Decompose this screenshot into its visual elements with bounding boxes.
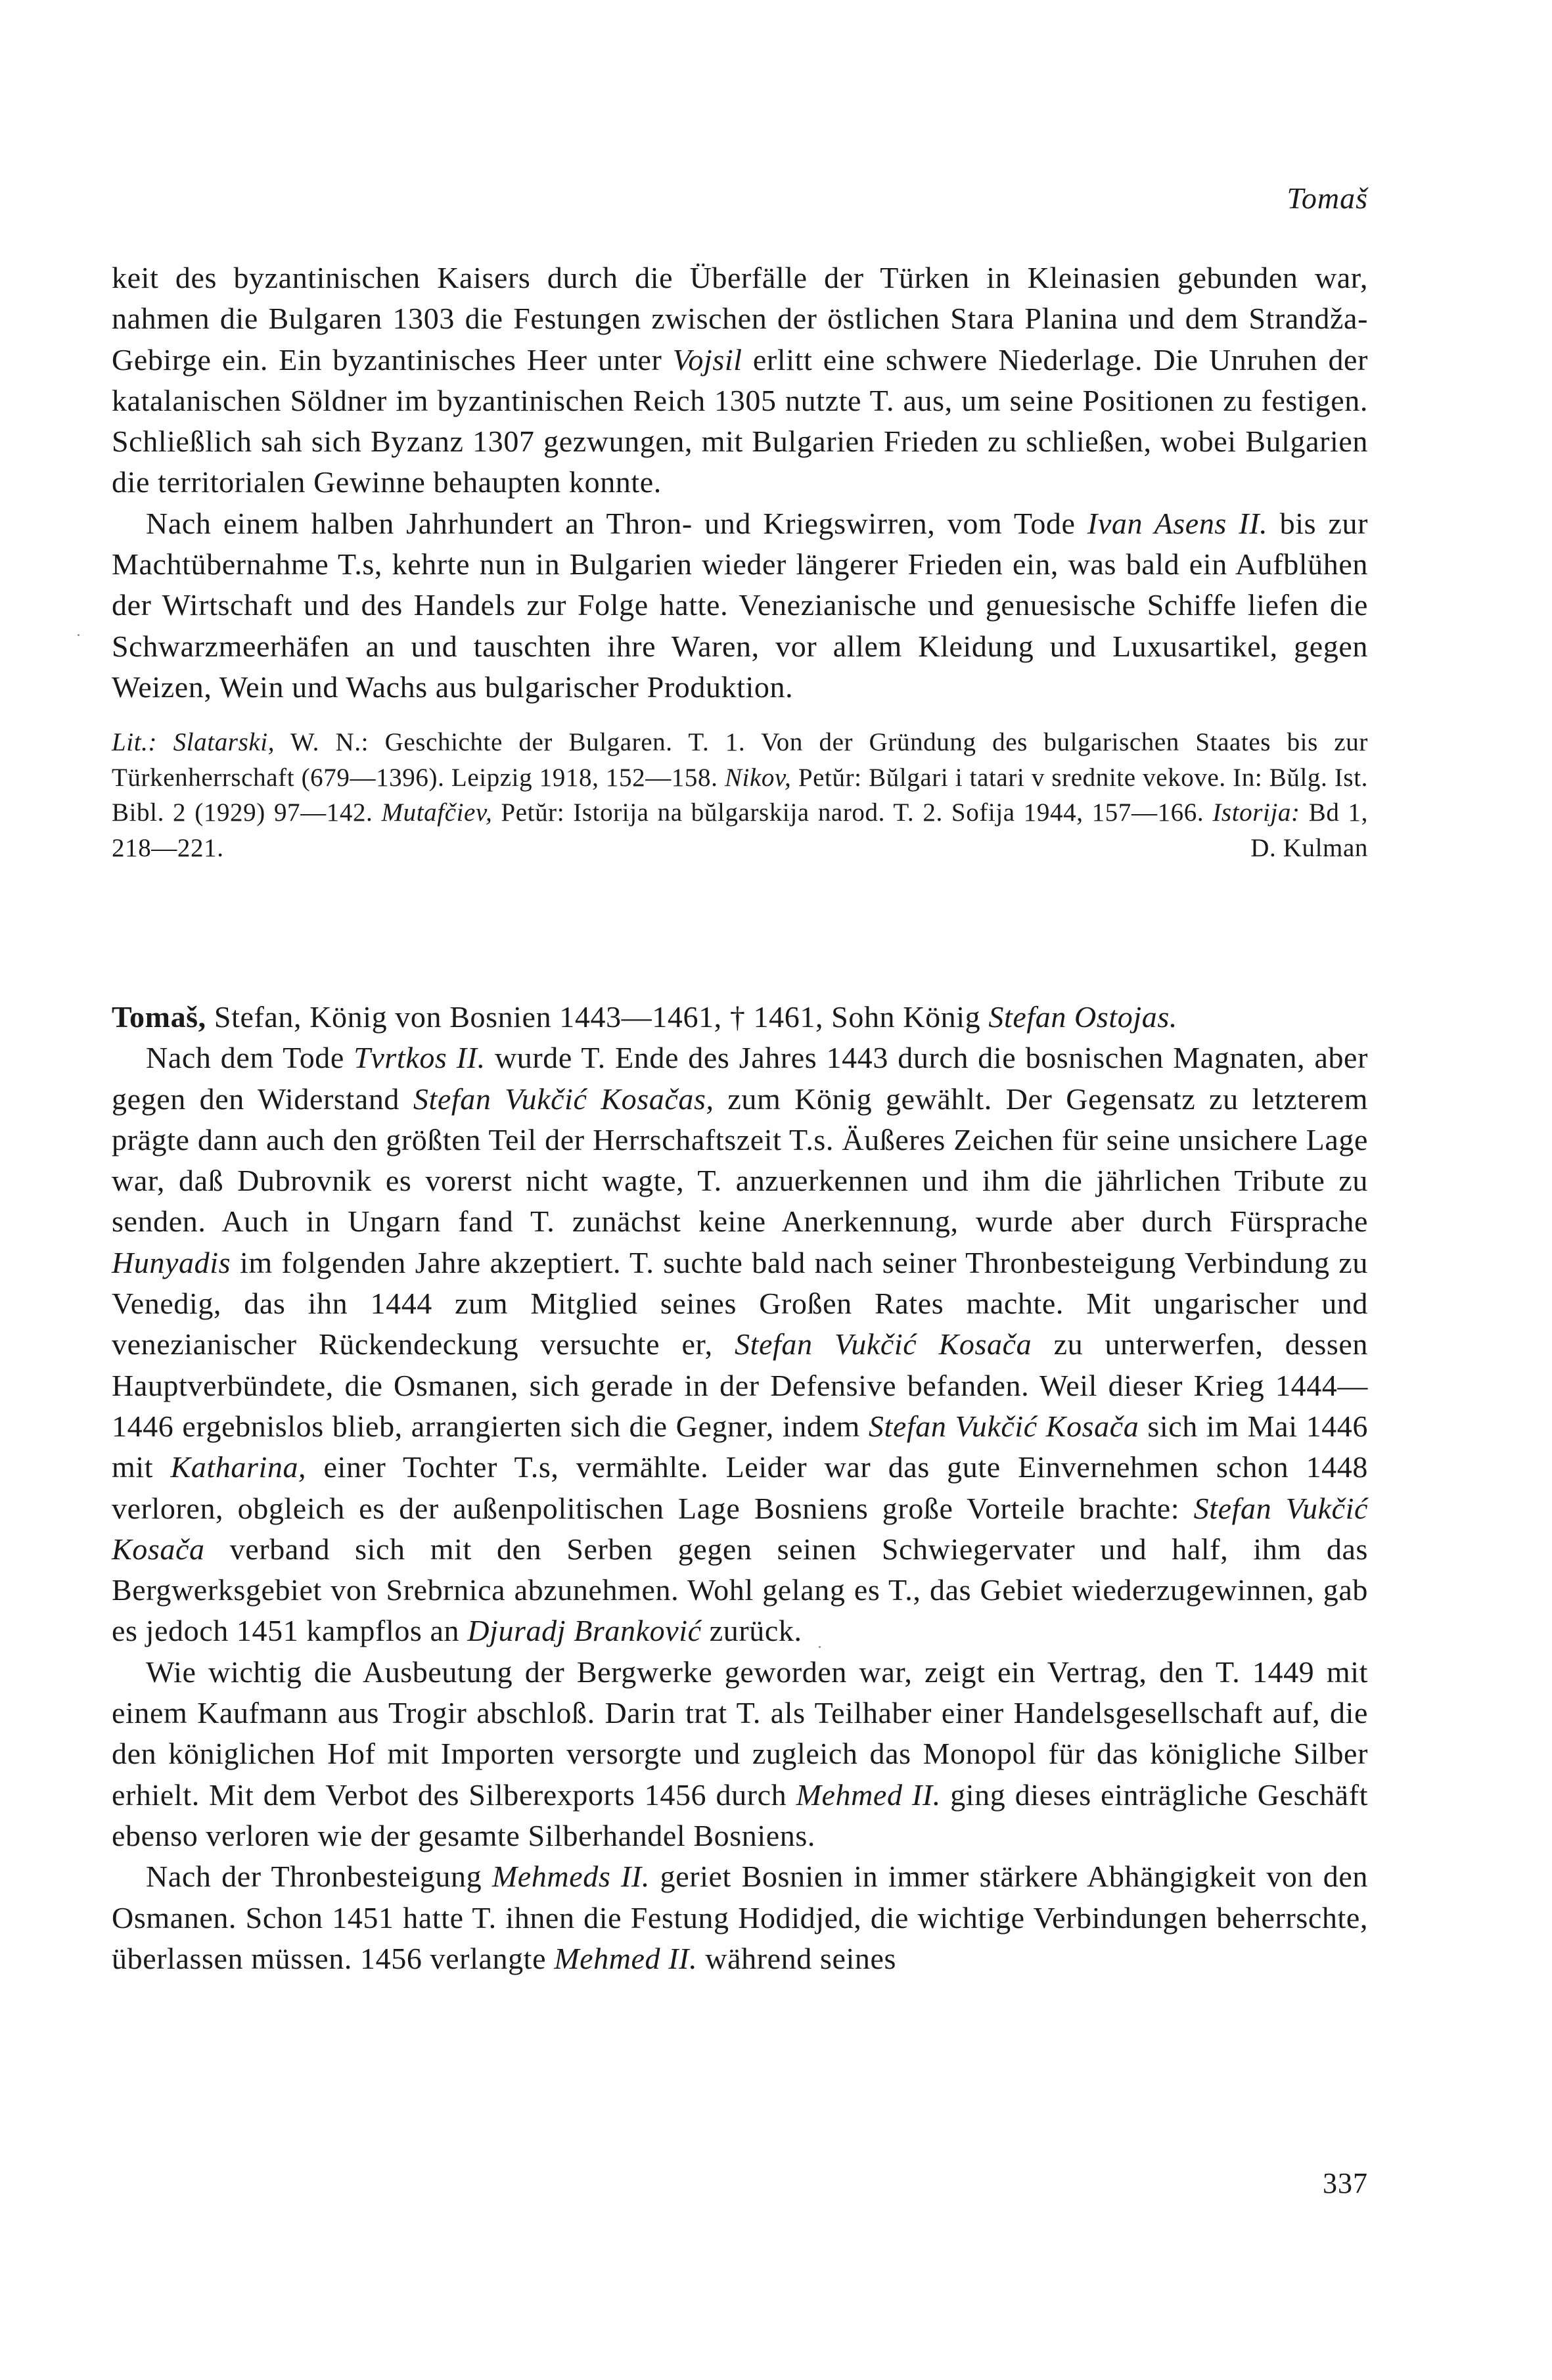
paragraph: [112, 1652, 1368, 1856]
entry-tomas-stefan: [112, 997, 1368, 1979]
paragraph: [112, 1856, 1368, 1979]
italic-reference: Stefan Vukčić Kosačas,: [413, 1082, 714, 1116]
text-run: geriet Bosnien in immer stärkere Abhängigkeit von den Osmanen. Schon 1451 hatte T. ihnen die Festung Hodidjed, die wichtige Verbindungen beherrschte, überlassen müssen. 1456 verlangte: [112, 1860, 1369, 1975]
text-run: sich im Mai 1446 mit: [112, 1409, 1368, 1484]
paragraph: [112, 258, 1368, 503]
text-run: erlitt eine schwere Niederlage. Die Unruhen der katalanischen Söldner im byzantinischen Reich 1305 nutzte T. aus, um seine Positionen zu festigen. Schließlich sah sich Byzanz 1307 gezwungen, mit Bulgarien Frieden zu schließen, wobei Bulgarien die territorialen Gewinne behaupten konnte.: [112, 342, 1368, 499]
italic-reference: Mehmed II.: [554, 1941, 698, 1975]
text-run: Petŭr: Bŭlgari i tatari v srednite vekove. In: Bŭlg. Ist. Bibl. 2 (1929) 97—142.: [112, 763, 1368, 827]
text-run: Nach der Thronbesteigung: [146, 1860, 492, 1894]
paragraph: [112, 1038, 1368, 1651]
italic-reference: Istorija:: [1212, 798, 1300, 827]
text-run: wurde T. Ende des Jahres 1443 durch die bosnischen Magnaten, aber gegen den Widerstand: [112, 1041, 1368, 1116]
text-run: während seines: [697, 1941, 896, 1975]
italic-reference: Stefan Ostojas.: [988, 1000, 1177, 1034]
text-run: ging dieses einträgliche Geschäft ebenso verloren wie der gesamte Silberhandel Bosniens.: [112, 1777, 1368, 1852]
margin-speck: [819, 1646, 821, 1648]
running-head: Tomaš: [1287, 181, 1368, 215]
text-run: Wie wichtig die Ausbeutung der Bergwerke geworden war, zeigt ein Vertrag, den T. 1449 mit einem Kaufmann aus Trogir abschloß. Darin trat T. als Teilhaber einer Handelsgesellschaft auf, die den königlichen Hof mit Importen versorgte und zugleich das Monopol für das königliche Silber erhielt. Mit dem Verbot des Silberexports 1456 durch: [112, 1655, 1368, 1812]
text-run: zum König gewählt. Der Gegensatz zu letzterem prägte dann auch den größten Teil der Herrschaftszeit T.s. Äußeres Zeichen für seine unsichere Lage war, daß Dubrovnik es vorerst nicht wagte, T. anzuerkennen und ihm die jährlichen Tribute zu senden. Auch in Ungarn fand T. zunächst keine Anerkennung, wurde aber durch Fürsprache: [112, 1082, 1368, 1239]
text-run: W. N.: Geschichte der Bulgaren. T. 1. Von der Gründung des bulgarischen Staates bis zur Türkenherrschaft (679—1396). Leipzig 1918, 152—158.: [112, 728, 1368, 792]
literature-block: [112, 725, 1368, 865]
text-run: Stefan, König von Bosnien 1443—1461, † 1461, Sohn König: [206, 1000, 989, 1034]
text-run: zurück.: [701, 1614, 802, 1648]
entry-continuation: [112, 258, 1368, 865]
page-number: 337: [1323, 2167, 1368, 2199]
text-run: [157, 728, 173, 756]
italic-reference: Vojsil: [672, 342, 742, 377]
margin-speck: [78, 634, 80, 636]
article-author: D. Kulman: [1250, 833, 1368, 862]
text-run: Nach dem Tode: [146, 1041, 354, 1075]
italic-reference: Slatarski,: [173, 728, 275, 757]
text-run: Nach einem halben Jahrhundert an Thron- und Kriegswirren, vom Tode: [146, 506, 1087, 540]
entry-opening: [112, 997, 1368, 1038]
entry-intro: [206, 1000, 1177, 1034]
text-run: verband sich mit den Serben gegen seinen Schwiegervater und half, ihm das Bergwerksgebiet von Srebrnica abzunehmen. Wohl gelang es T., das Gebiet wiederzugewinnen, gab es jedoch 1451 kampflos an: [112, 1532, 1368, 1648]
text-run: zu unterwerfen, dessen Hauptverbündete, die Osmanen, sich gerade in der Defensive befanden. Weil dieser Krieg 1444—1446 ergebnislos blieb, arrangierten sich die Gegner, indem: [112, 1327, 1369, 1443]
text-run: im folgenden Jahre akzeptiert. T. suchte bald nach seiner Thronbesteigung Verbindung zu Venedig, das ihn 1444 zum Mitglied seines Großen Rates machte. Mit ungarischer und venezianischer Rückendeckung versuchte er,: [112, 1245, 1368, 1362]
italic-reference: Mehmeds II.: [491, 1860, 650, 1894]
italic-reference: Hunyadis: [112, 1245, 231, 1279]
italic-reference: Mutafčiev,: [381, 798, 493, 827]
literature-text: [112, 728, 1368, 862]
italic-reference: Stefan Vukčić Kosača: [735, 1327, 1032, 1362]
text-run: Petŭr: Istorija na bŭlgarskija narod. T. 2. Sofija 1944, 157—166.: [492, 798, 1213, 827]
italic-reference: Mehmed II.: [796, 1777, 941, 1812]
text-run: Bd 1, 218—221.: [112, 798, 1368, 862]
text-run: bis zur Machtübernahme T.s, kehrte nun in Bulgarien wieder längerer Frieden ein, was bald ein Aufblühen der Wirtschaft und des Handels zur Folge hatte. Venezianische und genuesische Schiffe liefen die Schwarzmeerhäfen an und tauschten ihre Waren, vor allem Kleidung und Luxusartikel, gegen Weizen, Wein und Wachs aus bulgarischer Produktion.: [112, 506, 1368, 704]
italic-reference: Stefan Vukčić Kosača: [868, 1409, 1139, 1443]
italic-reference: Stefan Vukčić Kosača: [112, 1491, 1369, 1566]
italic-reference: Ivan Asens II.: [1087, 506, 1268, 540]
italic-reference: Katharina,: [170, 1450, 307, 1484]
text-run: einer Tochter T.s, vermählte. Leider war das gute Einvernehmen schon 1448 verloren, obgleich es der außenpolitischen Lage Bosniens große Vorteile brachte:: [112, 1450, 1368, 1525]
italic-reference: Djuradj Branković: [467, 1614, 702, 1648]
italic-reference: Lit.:: [112, 728, 158, 757]
entry-headword: Tomaš,: [112, 1000, 206, 1034]
paragraph: [112, 503, 1368, 708]
text-run: keit des byzantinischen Kaisers durch die Überfälle der Türken in Kleinasien gebunden war, nahmen die Bulgaren 1303 die Festungen zwischen der östlichen Stara Planina und dem Strandža-Gebirge ein. Ein byzantinisches Heer unter: [112, 261, 1368, 377]
italic-reference: Nikov,: [724, 763, 792, 792]
italic-reference: Tvrtkos II.: [354, 1041, 486, 1075]
